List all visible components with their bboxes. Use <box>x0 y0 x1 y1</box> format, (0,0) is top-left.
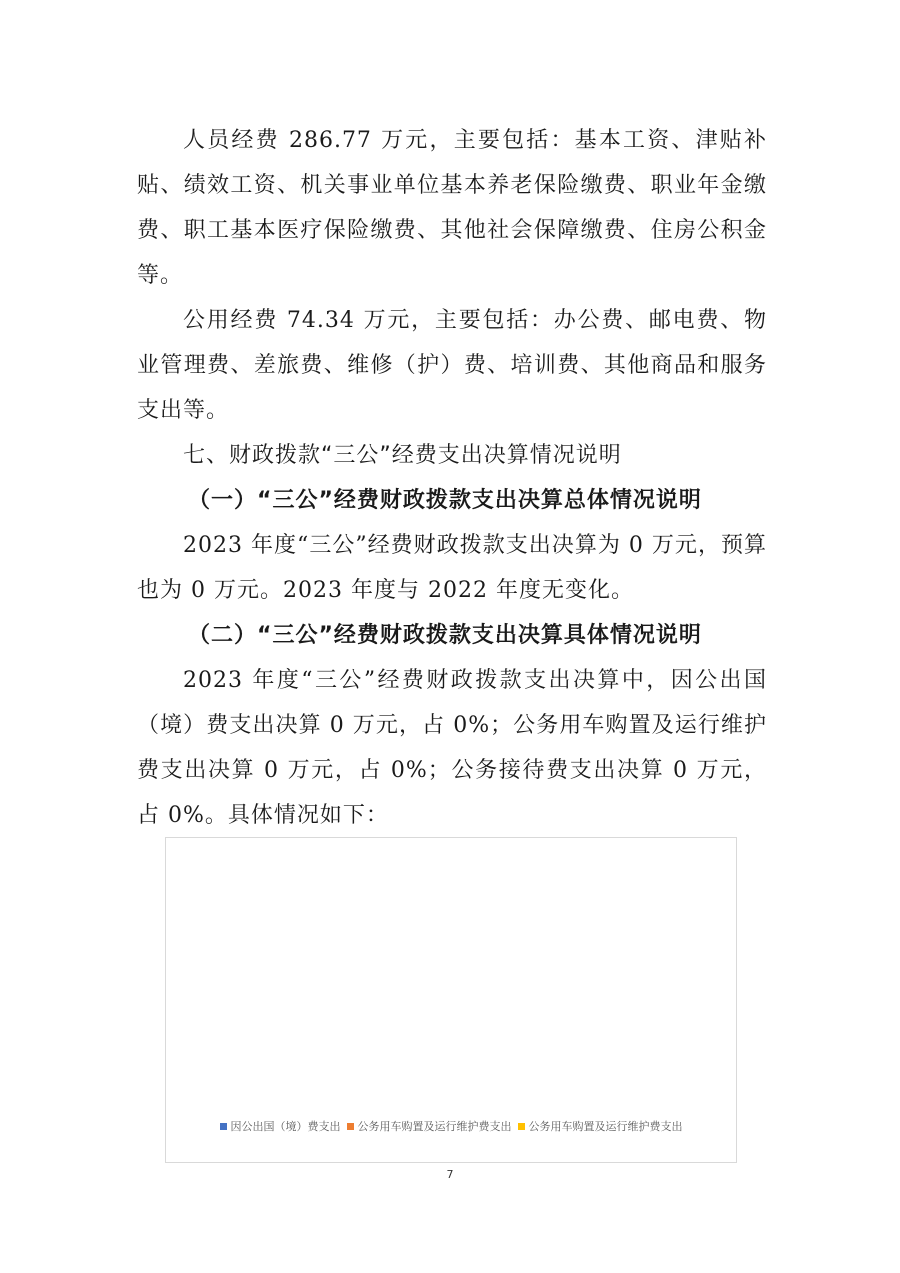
legend-swatch <box>518 1123 525 1130</box>
three-public-expense-chart <box>165 837 737 1163</box>
legend-item-vehicle <box>347 1118 512 1134</box>
legend-label: 因公出国（境）费支出 <box>230 1120 341 1133</box>
subsection-2-heading: （二）“三公”经费财政拨款支出决算具体情况说明 <box>188 623 702 648</box>
public-expense-paragraph: 公用经费 74.34 万元，主要包括：办公费、邮电费、物业管理费、差旅费、维修（护）费、培训费、其他商品和服务支出等。 <box>137 308 767 423</box>
chart-legend <box>166 1118 736 1134</box>
personnel-expense-paragraph: 人员经费 286.77 万元，主要包括：基本工资、津贴补贴、绩效工资、机关事业单位基本养老保险缴费、职业年金缴费、职工基本医疗保险缴费、其他社会保障缴费、住房公积金等。 <box>137 128 767 288</box>
legend-swatch <box>347 1123 354 1130</box>
section-7-heading: 七、财政拨款“三公”经费支出决算情况说明 <box>183 443 622 468</box>
chart-plot-area <box>166 838 736 1108</box>
overall-paragraph: 2023 年度“三公”经费财政拨款支出决算为 0 万元，预算也为 0 万元。2023 年度与 2022 年度无变化。 <box>137 533 767 603</box>
page-number: 7 <box>446 1168 454 1181</box>
legend-swatch <box>220 1123 227 1130</box>
legend-label: 公务用车购置及运行维护费支出 <box>357 1120 512 1133</box>
legend-item-vehicle-2 <box>518 1118 683 1134</box>
specific-paragraph: 2023 年度“三公”经费财政拨款支出决算中，因公出国（境）费支出决算 0 万元，占 0%；公务用车购置及运行维护费支出决算 0 万元，占 0%；公务接待费支出决算 0 万元，占 0%。具体情况如下： <box>137 668 767 828</box>
subsection-1-heading: （一）“三公”经费财政拨款支出决算总体情况说明 <box>188 488 702 513</box>
legend-label: 公务用车购置及运行维护费支出 <box>528 1120 683 1133</box>
legend-item-overseas <box>220 1118 341 1134</box>
